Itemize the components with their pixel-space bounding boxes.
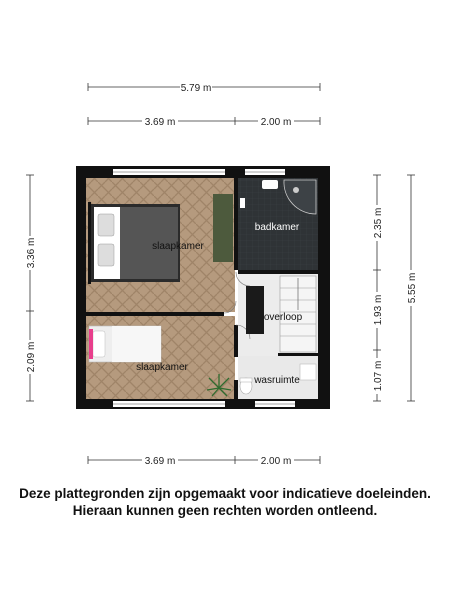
room-label-laundry: wasruimte — [254, 375, 300, 386]
laundry-basin — [300, 364, 316, 380]
top-right-label: 2.00 m — [260, 117, 292, 128]
right-lower-label: 1.07 m — [373, 360, 384, 392]
left-upper-label: 3.36 m — [26, 237, 37, 269]
bottom-dimension-split — [88, 453, 320, 467]
right-total-label: 5.55 m — [407, 272, 418, 304]
laundry-toilet — [240, 378, 252, 394]
bottom-left-label: 3.69 m — [144, 456, 176, 467]
room-label-bathroom: badkamer — [254, 222, 300, 233]
room-label-bedroom-upper: slaapkamer — [152, 241, 204, 252]
right-upper-label: 2.35 m — [373, 207, 384, 239]
room-label-bedroom-lower: slaapkamer — [136, 362, 188, 373]
bottom-right-label: 2.00 m — [260, 456, 292, 467]
right-middle-label: 1.93 m — [373, 294, 384, 326]
sink — [262, 180, 278, 189]
right-dimension-total — [404, 175, 418, 401]
top-left-label: 3.69 m — [144, 117, 176, 128]
top-dimension-total — [88, 80, 320, 94]
left-lower-label: 2.09 m — [26, 341, 37, 373]
top-dimension-split — [88, 114, 320, 128]
disclaimer-line-2: Hieraan kunnen geen rechten worden ontleend. — [72, 503, 378, 518]
landing-cabinet — [246, 286, 264, 334]
room-label-landing: overloop — [263, 312, 303, 323]
single-bed — [89, 326, 161, 362]
right-dimension-split — [370, 175, 384, 401]
wardrobe — [213, 194, 233, 262]
top-total-label: 5.79 m — [180, 83, 212, 94]
disclaimer-line-1: Deze plattegronden zijn opgemaakt voor indicatieve doeleinden. — [19, 486, 431, 501]
toilet-icon — [240, 198, 245, 208]
left-dimension — [23, 175, 37, 401]
